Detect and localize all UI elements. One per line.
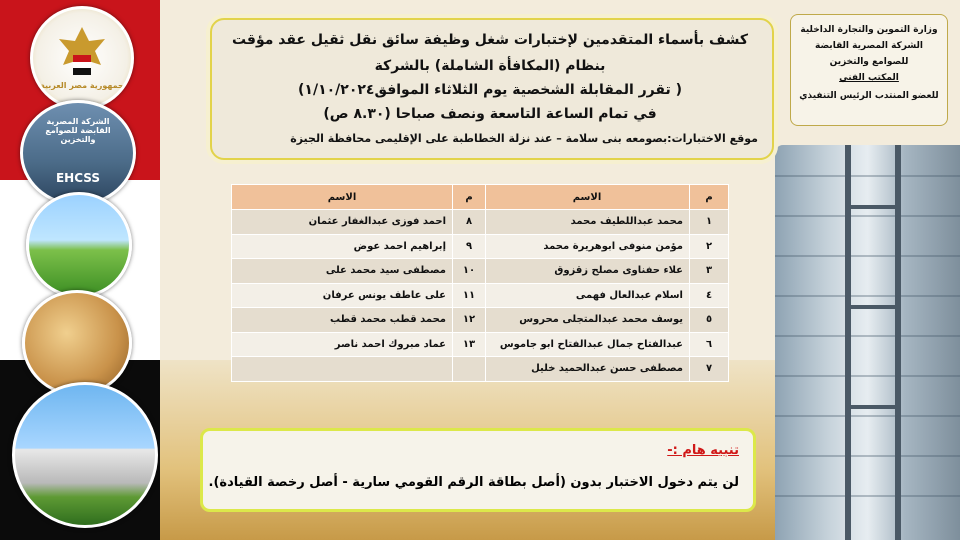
header-title: كشف بأسماء المتقدمين لإختبارات شغل وظيفة سائق نقل ثقيل عقد مؤقت <box>231 32 749 48</box>
emblem-caption: جمهورية مصر العربية <box>40 81 124 90</box>
row-name: مصطفى حسن عبدالحميد خليل <box>485 357 690 382</box>
row-number: ٩ <box>453 234 486 259</box>
candidates-table-right <box>484 184 729 382</box>
column-header-name: الاسم <box>485 185 690 210</box>
org-company-sub: للصوامع والتخزين <box>829 57 909 67</box>
row-number: ٥ <box>690 308 729 333</box>
table-row <box>485 308 729 333</box>
row-number: ١١ <box>453 283 486 308</box>
row-name: محمد عبداللطيف محمد <box>485 210 690 235</box>
table-row <box>485 210 729 235</box>
table-row <box>485 259 729 284</box>
notice-body: لن يتم دخول الاختبار بدون (أصل بطاقة الرقم القومي سارية - أصل رخصة القيادة). <box>208 475 739 490</box>
row-name: عبدالفتاح جمال عبدالفتاح ابو جاموس <box>485 332 690 357</box>
table-row <box>232 357 486 382</box>
row-number: ١٣ <box>453 332 486 357</box>
silo-photo <box>775 145 960 540</box>
row-name: اسلام عبدالعال فهمى <box>485 283 690 308</box>
row-number: ٧ <box>690 357 729 382</box>
row-name: على عاطف يونس عرفان <box>232 283 453 308</box>
notice-box <box>200 428 756 512</box>
row-name: إبراهيم احمد عوض <box>232 234 453 259</box>
company-logo-text: الشركة المصرية القابضة للصوامع والتخزين <box>45 117 111 144</box>
row-number <box>453 357 486 382</box>
row-number: ٨ <box>453 210 486 235</box>
row-name: عماد مبروك احمد ناصر <box>232 332 453 357</box>
row-number: ١٠ <box>453 259 486 284</box>
candidates-table-left <box>231 184 486 382</box>
table-row <box>485 234 729 259</box>
company-abbr: EHCSS <box>55 171 100 185</box>
column-header-number: م <box>453 185 486 210</box>
org-office: المكتب الفني <box>839 73 899 83</box>
row-name: علاء حفناوى مصلح زقزوق <box>485 259 690 284</box>
org-ministry: وزارة التموين والتجارة الداخلية <box>800 25 938 35</box>
column-header-name: الاسم <box>232 185 453 210</box>
column-header-number: م <box>690 185 729 210</box>
row-number: ١٢ <box>453 308 486 333</box>
org-office-sub: للعضو المنتدب الرئيس التنفيذي <box>799 91 939 101</box>
row-name: يوسف محمد عبدالمتجلى محروس <box>485 308 690 333</box>
org-company: الشركة المصرية القابضة <box>814 41 923 51</box>
row-name <box>232 357 453 382</box>
header-box <box>210 18 774 160</box>
row-name: احمد فوزى عبدالغفار عثمان <box>232 210 453 235</box>
irrigation-field-photo <box>26 192 132 298</box>
notice-title: تنبيه هام :- <box>667 443 739 458</box>
table-row <box>232 234 486 259</box>
row-number: ٣ <box>690 259 729 284</box>
test-location: موقع الاختبارات:بصومعه بنى سلامة – عند نزلة الخطاطبة على الإقليمى محافظة الجيزة <box>290 132 758 145</box>
table-row <box>232 210 486 235</box>
organization-box <box>790 14 948 126</box>
interview-date: ( تقرر المقابلة الشخصية يوم الثلاثاء الموافق١/١٠/٢٠٢٤) <box>298 82 682 98</box>
silos-photo <box>12 382 158 528</box>
table-row <box>232 259 486 284</box>
table-row <box>232 283 486 308</box>
interview-time: في تمام الساعة التاسعة ونصف صباحا (٨.٣٠ ص) <box>323 106 657 122</box>
row-name: مصطفى سيد محمد على <box>232 259 453 284</box>
table-row <box>485 357 729 382</box>
egypt-emblem-logo <box>30 6 134 110</box>
eagle-icon <box>33 9 131 107</box>
row-number: ٦ <box>690 332 729 357</box>
header-subtitle: بنظام (المكافأة الشاملة) بالشركة <box>374 58 606 74</box>
row-number: ١ <box>690 210 729 235</box>
table-row <box>232 332 486 357</box>
table-row <box>485 332 729 357</box>
row-number: ٤ <box>690 283 729 308</box>
row-number: ٢ <box>690 234 729 259</box>
table-row <box>485 283 729 308</box>
row-name: مؤمن منوفى ابوهريرة محمد <box>485 234 690 259</box>
company-logo <box>20 100 136 206</box>
wheat-grain-photo <box>22 290 132 396</box>
table-row <box>232 308 486 333</box>
row-name: محمد قطب محمد قطب <box>232 308 453 333</box>
